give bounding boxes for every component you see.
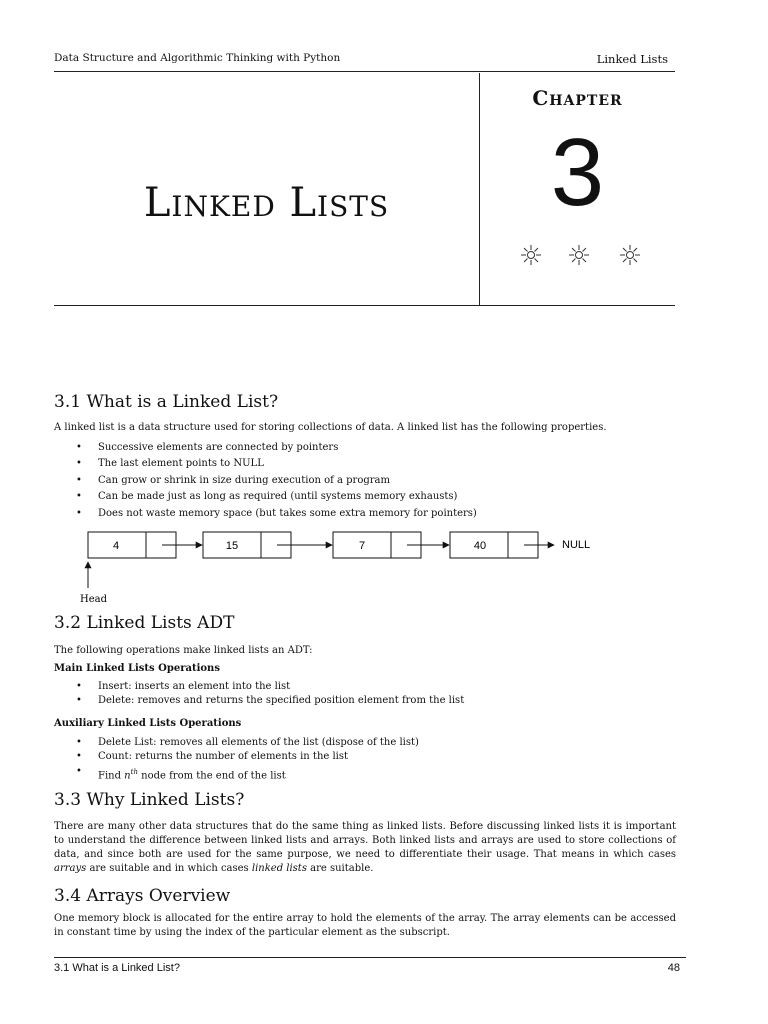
list-item: • Can be made just as long as required (until systems memory exhausts) [54, 489, 477, 505]
footer-section-title: 3.1 What is a Linked List? [54, 962, 180, 974]
list-item: • Can grow or shrink in size during execution of a program [54, 473, 477, 489]
para-text: There are many other data structures that do the same thing as linked lists. Before discussing linked lists it is important to understand the difference between linked lists and arrays. Both linked lists and arrays are used to store collections of data, and since both are used for the same purpose, we need to differentiate their usage. That means in which cases [54, 821, 676, 860]
linked-list-diagram [70, 528, 630, 610]
star-icon [619, 244, 641, 266]
page-number: 48 [667, 962, 680, 974]
null-label: NULL [562, 539, 591, 551]
math-th: th [130, 767, 138, 776]
em-linked-lists: linked lists [251, 863, 307, 874]
chapter-label: Chapter [532, 86, 623, 110]
auxiliary-operations-list [54, 736, 419, 784]
star-icon [568, 244, 590, 266]
node-value: 4 [112, 540, 120, 552]
find-suffix: node from the end of the list [137, 770, 286, 782]
list-item: • Insert: inserts an element into the list [54, 680, 464, 694]
book-title: Data Structure and Algorithmic Thinking with Python [54, 52, 341, 64]
main-operations-list [54, 680, 464, 709]
section-3-2-intro: The following operations make linked lists an ADT: [54, 645, 313, 656]
chapter-title: Linked Lists [143, 180, 390, 226]
chapter-number: 3 [550, 119, 605, 226]
em-arrays: arrays [54, 863, 87, 874]
footer-rule [54, 957, 686, 958]
main-operations-title: Main Linked Lists Operations [54, 663, 220, 674]
node-value: 40 [473, 540, 487, 552]
linked-list-properties [54, 440, 477, 522]
header-rule [54, 71, 675, 72]
list-item: • The last element points to NULL [54, 456, 477, 472]
list-item: • Successive elements are connected by pointers [54, 440, 477, 456]
auxiliary-operations-title: Auxiliary Linked Lists Operations [54, 718, 242, 729]
section-heading-3-3: 3.3 Why Linked Lists? [54, 790, 245, 810]
list-item: • Delete: removes and returns the specified position element from the list [54, 694, 464, 708]
list-item: • Does not waste memory space (but takes some extra memory for pointers) [54, 506, 477, 522]
ornament-stars [480, 244, 675, 268]
star-icon [520, 244, 542, 266]
section-3-1-intro: A linked list is a data structure used for storing collections of data. A linked list has the following properties. [54, 422, 607, 433]
section-3-4-paragraph: One memory block is allocated for the entire array to hold the elements of the array. The array elements can be accessed in constant time by using the index of the particular element as the subscript. [54, 913, 676, 938]
list-item: • Delete List: removes all elements of the list (dispose of the list) [54, 736, 419, 750]
running-chapter-name: Linked Lists [596, 52, 668, 66]
section-heading-3-1: 3.1 What is a Linked List? [54, 392, 279, 412]
list-item [54, 765, 419, 784]
head-label: Head [80, 594, 108, 605]
running-header [54, 52, 668, 68]
math-n: n [124, 770, 131, 782]
node-value: 7 [358, 540, 366, 552]
section-heading-3-2: 3.2 Linked Lists ADT [54, 613, 235, 633]
para-text: are suitable and in which cases [86, 863, 252, 874]
banner-bottom-rule [54, 305, 675, 306]
para-text: are suitable. [306, 863, 374, 874]
section-heading-3-4: 3.4 Arrays Overview [54, 886, 231, 906]
node-value: 15 [225, 540, 239, 552]
section-3-3-paragraph [54, 820, 676, 876]
find-prefix: Find [98, 770, 125, 782]
list-item: • Count: returns the number of elements in the list [54, 750, 419, 764]
